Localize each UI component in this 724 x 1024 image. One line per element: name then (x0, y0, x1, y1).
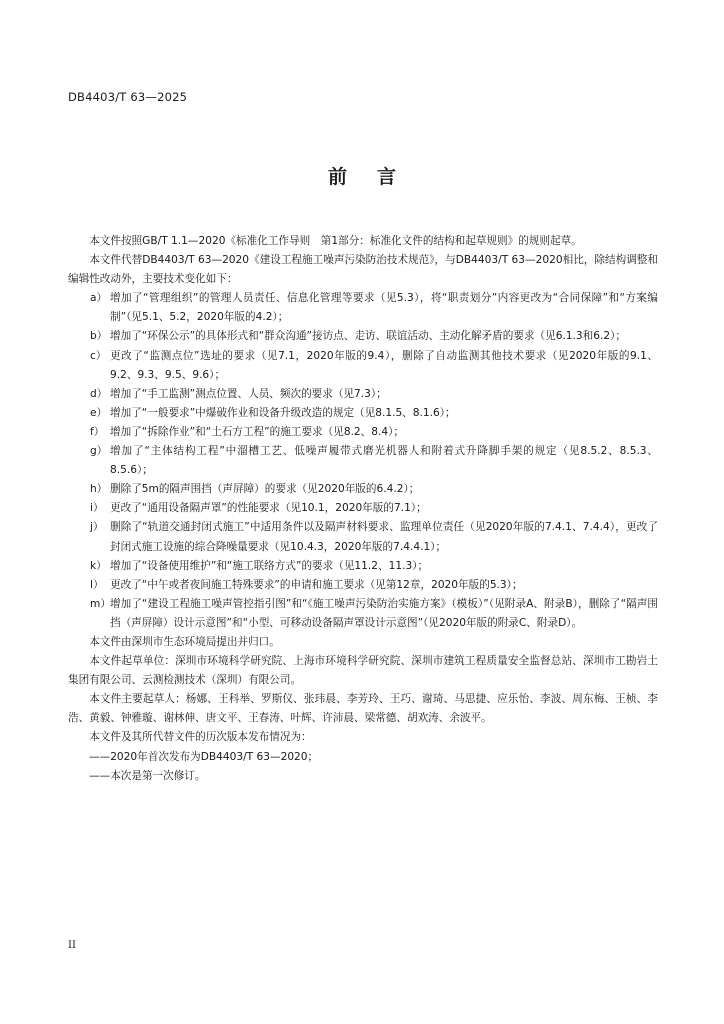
paragraph: 本文件起草单位：深圳市环境科学研究院、上海市环境科学研究院、深圳市建筑工程质量安全监督总站、深圳市工勘岩土集团有限公司、云测检测技术（深圳）有限公司。 (68, 655, 658, 687)
list-marker: j） (90, 521, 104, 534)
history-item: ——2020年首次发布为DB4403/T 63—2020； (89, 750, 319, 763)
list-item-text: 增加了“环保公示”的具体形式和“群众沟通”接访点、走访、联谊活动、主动化解矛盾的要求（见6.1.3和6.2）； (110, 330, 626, 343)
foreword-body (68, 232, 658, 786)
list-marker: m） (90, 597, 111, 610)
list-marker: g） (90, 445, 108, 458)
list-item-text: 更改了“监测点位”选址的要求（见7.1，2020年版的9.4），删除了自动监测其他技术要求（见2020年版的9.1、9.2、9.3、9.5、9.6）； (110, 349, 658, 381)
paragraph: 本文件及其所代替文件的历次版本发布情况为： (89, 731, 312, 744)
list-item-text: 增加了“建设工程施工噪声管控指引图”和“《施工噪声污染防治实施方案》（模板）”（见附录A、附录B），删除了“隔声围挡（声屏障）设计示意图”和“小型、可移动设备隔声罩设计示意图”（见2020年版的附录C、附录D）。 (110, 597, 658, 629)
list-item (68, 404, 658, 423)
list-marker: l） (90, 578, 104, 591)
list-item (68, 289, 658, 327)
list-item (68, 595, 658, 633)
list-marker: f） (90, 425, 105, 438)
list-item (68, 327, 658, 346)
list-marker: e） (90, 406, 108, 419)
list-item-text: 更改了“通用设备隔声罩”的性能要求（见10.1，2020年版的7.1）； (110, 502, 427, 515)
paragraph: 本文件代替DB4403/T 63—2020《建设工程施工噪声污染防治技术规范》，与DB4403/T 63—2020相比，除结构调整和编辑性改动外，主要技术变化如下： (68, 254, 658, 286)
list-item (68, 499, 658, 518)
list-item (68, 576, 658, 595)
list-item (68, 347, 658, 385)
paragraph: 本文件由深圳市生态环境局提出并归口。 (89, 635, 280, 648)
list-item-text: 删除了“轨道交通封闭式施工”中适用条件以及隔声材料要求、监理单位责任（见2020年版的7.4.1、7.4.4），更改了封闭式施工设施的综合降噪量要求（见10.4.3，2020年版的7.4.4.1）； (110, 521, 658, 553)
list-marker: b） (90, 330, 108, 343)
list-item-text: 增加了“管理组织”的管理人员责任、信息化管理等要求（见5.3），将“职责划分”内容更改为“合同保障”和“方案编制”（见5.1、5.2，2020年版的4.2）； (110, 292, 658, 324)
list-item (68, 423, 658, 442)
paragraph: 本文件按照GB/T 1.1—2020《标准化工作导则 第1部分：标准化文件的结构和起草规则》的规则起草。 (89, 235, 582, 247)
list-item-text: 增加了“设备使用维护”和“施工联络方式”的要求（见11.2、11.3）； (110, 559, 429, 572)
list-item (68, 385, 658, 404)
list-marker: i） (90, 502, 104, 515)
list-marker: k） (90, 559, 107, 572)
list-marker: a） (90, 292, 108, 305)
page-title: 前言 (327, 166, 426, 188)
list-item (68, 557, 658, 576)
list-item-text: 增加了“主体结构工程”中溜槽工艺、低噪声履带式磨光机器人和附着式升降脚手架的规定（见8.5.2、8.5.3、8.5.6）； (110, 445, 658, 477)
list-item-text: 更改了“中午或者夜间施工特殊要求”的申请和施工要求（见第12章，2020年版的5.3）； (110, 578, 523, 591)
list-item-text: 删除了5m的隔声围挡（声屏障）的要求（见2020年版的6.4.2）； (110, 483, 420, 496)
document-id: DB4403/T 63—2025 (68, 90, 188, 104)
list-item-text: 增加了“一般要求”中爆破作业和设备升级改造的规定（见8.1.5、8.1.6）； (110, 406, 456, 419)
list-item-text: 增加了“手工监测”测点位置、人员、频次的要求（见7.3）； (110, 387, 387, 400)
list-marker: h） (90, 483, 108, 496)
list-marker: c） (90, 349, 107, 362)
changes-list (68, 289, 658, 633)
list-marker: d） (90, 387, 108, 400)
list-item (68, 518, 658, 556)
list-item (68, 480, 658, 499)
history-item: ——本次是第一次修订。 (89, 769, 206, 782)
list-item (68, 442, 658, 480)
page-number: II (68, 940, 76, 951)
paragraph: 本文件主要起草人：杨娜、王科举、罗斯仪、张玮晨、李芳玲、王巧、谢琦、马思捷、应乐怡、李波、周东梅、王桢、李浩、黄毅、钟雅璇、谢林伸、唐文平、王春涛、叶辉、许沛晨、梁常德、胡欢涛、余波平。 (68, 693, 658, 725)
list-item-text: 增加了“拆除作业”和“土石方工程”的施工要求（见8.2、8.4）； (110, 425, 405, 438)
